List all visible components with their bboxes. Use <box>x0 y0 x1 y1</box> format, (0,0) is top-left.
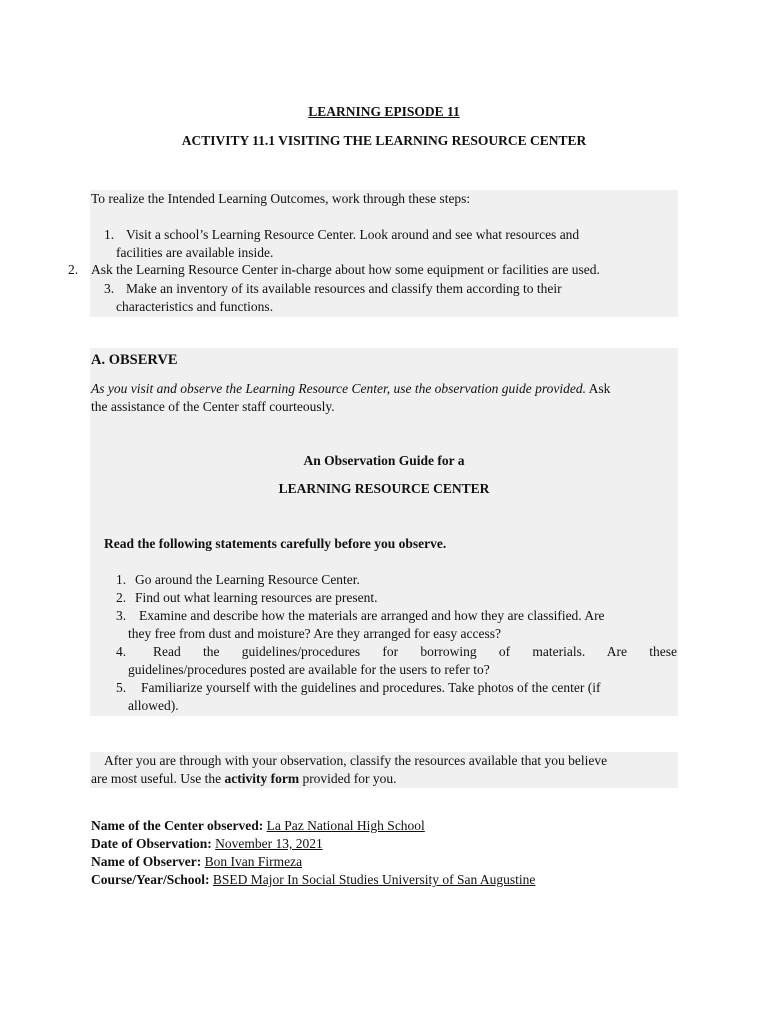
center-field <box>91 818 425 834</box>
observe-text-line2: the assistance of the Center staff courteously. <box>91 399 335 414</box>
guide-title: An Observation Guide for a <box>303 453 465 468</box>
observer-field <box>91 854 302 870</box>
guide-subtitle: LEARNING RESOURCE CENTER <box>278 481 490 496</box>
step-text: facilities are available inside. <box>116 245 274 260</box>
step-number: 2. <box>68 262 79 277</box>
observe-heading: A. OBSERVE <box>91 352 178 368</box>
step-text: Visit a school’s Learning Resource Center. Look around and see what resources and <box>126 227 580 242</box>
step-number: 1. <box>104 227 115 242</box>
after-text-a: are most useful. Use the <box>91 771 225 786</box>
date-label: Date of Observation: <box>91 836 212 851</box>
course-field <box>91 872 535 888</box>
guide-item-text: allowed). <box>128 698 179 713</box>
observe-rest: Ask <box>586 381 611 396</box>
guide-item-number: 3. <box>116 608 127 623</box>
observer-value: Bon Ivan Firmeza <box>204 854 303 869</box>
observe-italic: As you visit and observe the Learning Resource Center, use the observation guide provided. <box>91 381 587 396</box>
guide-item-text: Examine and describe how the materials are arranged and how they are classified. Are <box>139 608 605 623</box>
guide-item-text: Read the guidelines/procedures for borrowing of materials. Are these <box>153 644 677 659</box>
guide-item-number: 4. <box>116 644 127 659</box>
after-text-b: provided for you. <box>299 771 397 786</box>
guide-item-text: Go around the Learning Resource Center. <box>135 572 360 587</box>
step-text: characteristics and functions. <box>116 299 274 314</box>
guide-item-number: 2. <box>116 590 127 605</box>
observer-label: Name of Observer: <box>91 854 202 869</box>
center-value: La Paz National High School <box>266 818 425 833</box>
guide-item-number: 5. <box>116 680 127 695</box>
episode-title: LEARNING EPISODE 11 <box>308 104 460 119</box>
guide-item-number: 1. <box>116 572 127 587</box>
observe-text <box>91 381 610 397</box>
guide-item-text: Find out what learning resources are present. <box>135 590 378 605</box>
course-label: Course/Year/School: <box>91 872 210 887</box>
step-text: Ask the Learning Resource Center in-charge about how some equipment or facilities are used. <box>91 262 600 277</box>
date-field <box>91 836 323 852</box>
activity-title: ACTIVITY 11.1 VISITING THE LEARNING RESOURCE CENTER <box>181 133 587 148</box>
step-text: Make an inventory of its available resources and classify them according to their <box>126 281 562 296</box>
intro-text: To realize the Intended Learning Outcomes, work through these steps: <box>91 191 471 206</box>
after-text: After you are through with your observation, classify the resources available that you believe <box>104 753 608 768</box>
guide-item-text: they free from dust and moisture? Are they arranged for easy access? <box>128 626 501 641</box>
after-text-line2 <box>91 771 397 787</box>
date-value: November 13, 2021 <box>215 836 323 851</box>
guide-item-text: Familiarize yourself with the guidelines and procedures. Take photos of the center (if <box>141 680 601 695</box>
step-number: 3. <box>104 281 115 296</box>
guide-instruction: Read the following statements carefully before you observe. <box>104 536 447 551</box>
activity-form-term: activity form <box>224 771 300 786</box>
course-value: BSED Major In Social Studies University of San Augustine <box>212 872 536 887</box>
center-label: Name of the Center observed: <box>91 818 264 833</box>
guide-item-text: guidelines/procedures posted are available for the users to refer to? <box>128 662 490 677</box>
